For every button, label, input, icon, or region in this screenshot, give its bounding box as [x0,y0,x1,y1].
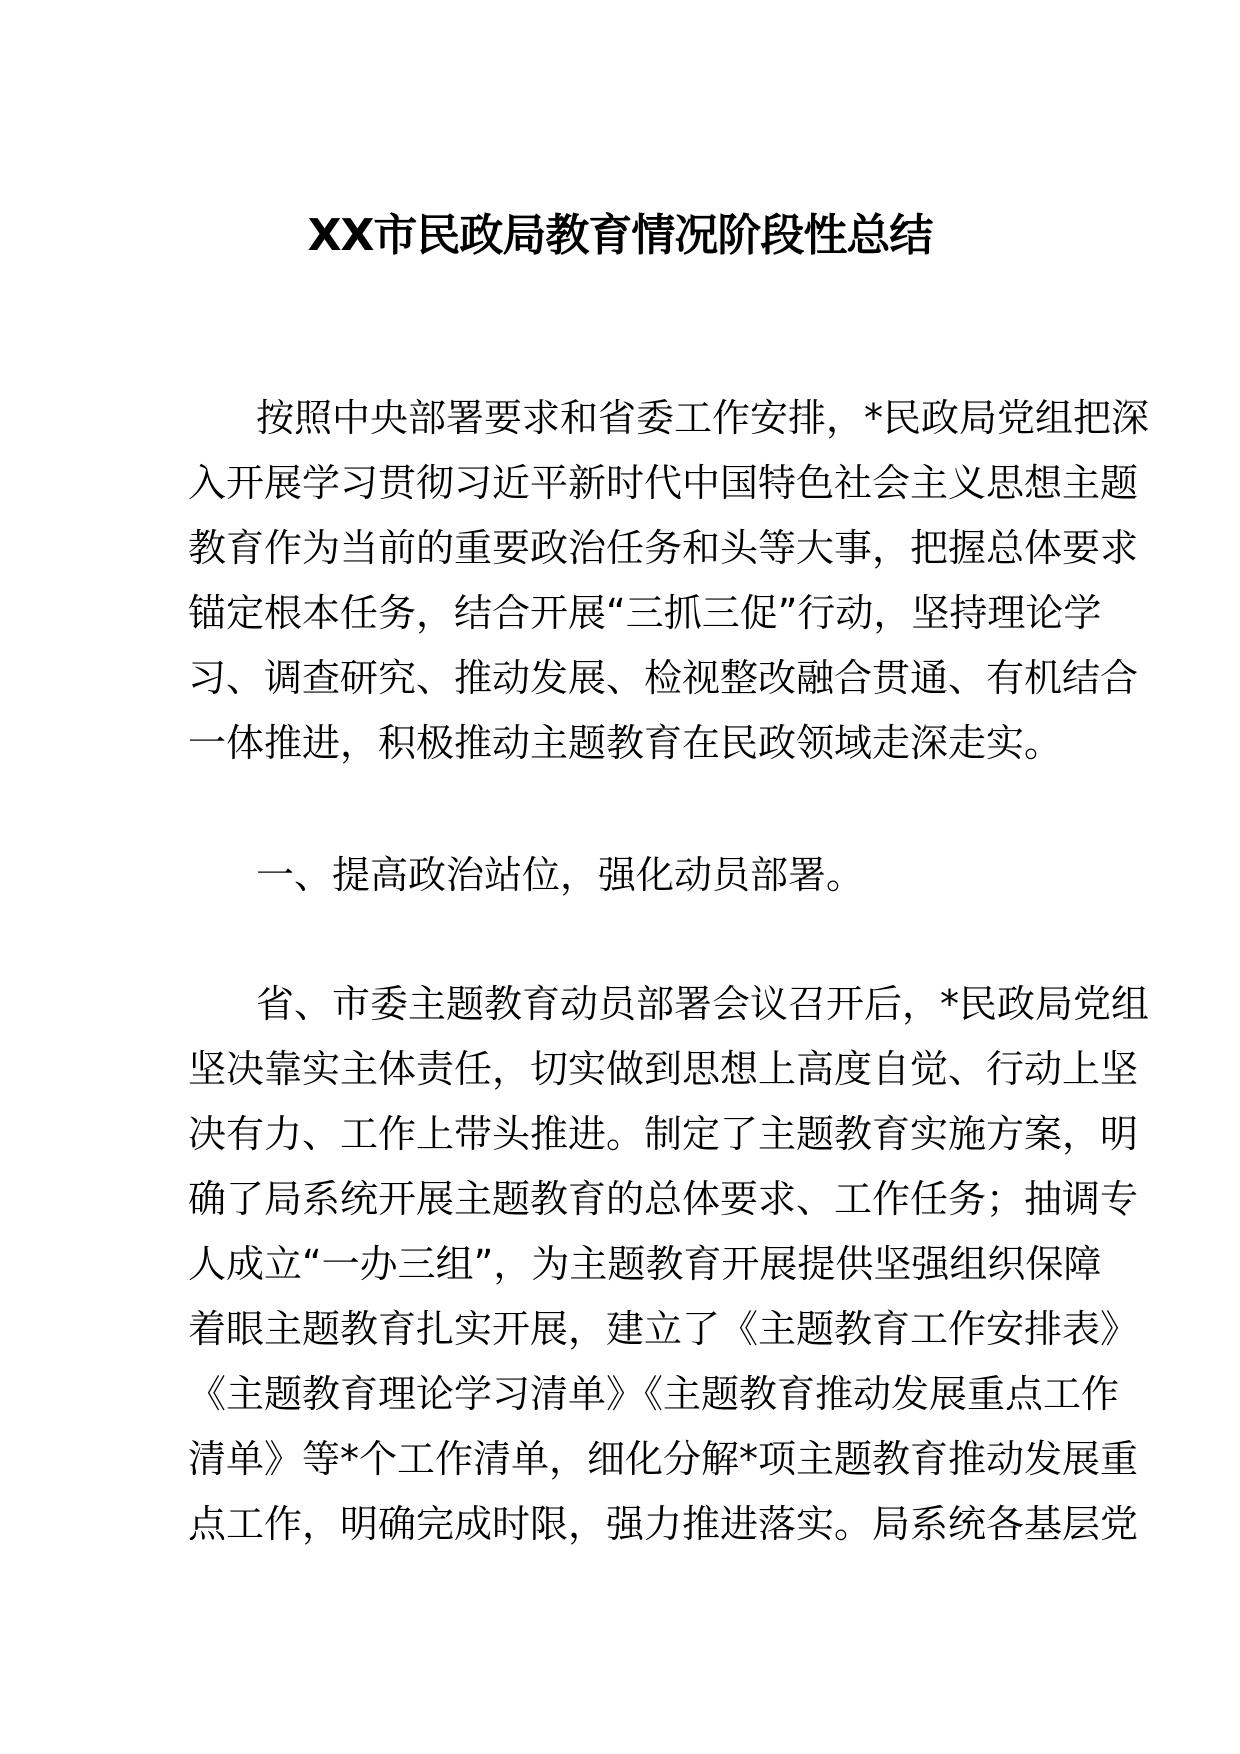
text-line: 省、市委主题教育动员部署会议召开后，*民政局党组 [256,982,1150,1026]
text-line: 人成立“一办三组”，为主题教育开展提供坚强组织保障 [188,1242,1102,1286]
text-line: 一体推进，积极推动主题教育在民政领域走深走实。 [188,721,1063,765]
paragraph-2 [188,972,1150,1557]
text-line: 锚定根本任务，结合开展“三抓三促”行动，坚持理论学 [188,591,1102,635]
text-line: 《主题教育理论学习清单》《主题教育推动发展重点工作 [188,1372,1120,1416]
section-heading-1 [188,843,1058,908]
paragraph-1 [188,386,1150,776]
text-line: 确了局系统开展主题教育的总体要求、工作任务；抽调专 [188,1177,1139,1221]
text-line: 教育作为当前的重要政治任务和头等大事，把握总体要求 [188,526,1139,570]
heading-text: 一、提高政治站位，强化动员部署。 [256,853,865,897]
text-line: 按照中央部署要求和省委工作安排，*民政局党组把深 [256,396,1150,440]
text-line: 决有力、工作上带头推进。制定了主题教育实施方案，明 [188,1112,1139,1156]
text-line: 习、调查研究、推动发展、检视整改融合贯通、有机结合 [188,656,1139,700]
text-line: 清单》等*个工作清单，细化分解*项主题教育推动发展重 [188,1437,1139,1481]
text-line: 入开展学习贯彻习近平新时代中国特色社会主义思想主题 [188,461,1139,505]
text-line: 点工作，明确完成时限，强力推进落实。局系统各基层党 [188,1502,1139,1546]
document-title: XX市民政局教育情况阶段性总结 [307,210,933,261]
text-line: 着眼主题教育扎实开展，建立了《主题教育工作安排表》 [188,1307,1139,1351]
text-line: 坚决靠实主体责任，切实做到思想上高度自觉、行动上坚 [188,1047,1139,1091]
